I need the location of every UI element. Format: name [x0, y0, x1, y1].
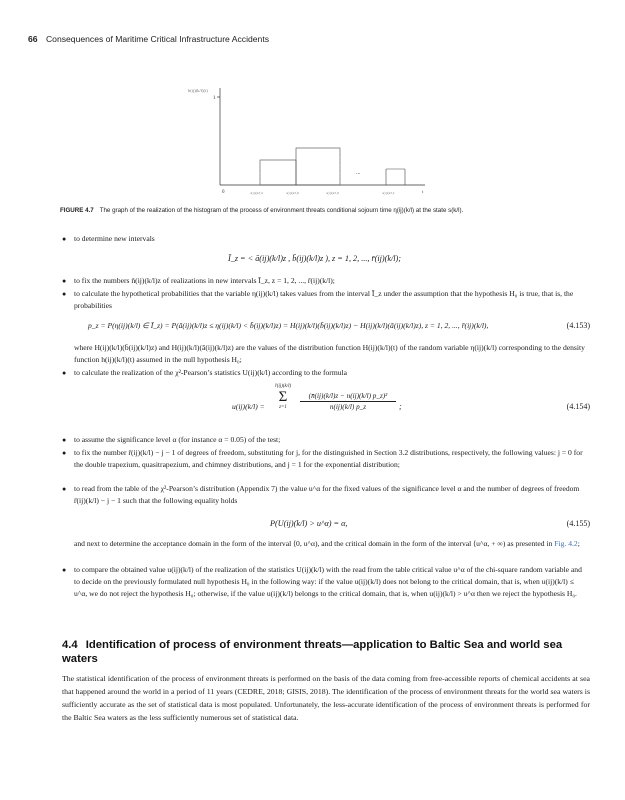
- statistic-end: ;: [399, 402, 402, 411]
- figure-caption: [60, 207, 600, 214]
- statistic-fraction: [300, 392, 396, 411]
- sum-upper-limit: r̄(ij)(k/l): [274, 384, 292, 389]
- sum-operator: [268, 384, 298, 410]
- caption-text: The graph of the realization of the histogram of the process of environment threats conditional sojourn time η(ij)(k/l) at the state s(k/l).: [99, 207, 464, 214]
- after-text-body: and next to determine the acceptance domain in the form of the interval ⟨0, u^α), and the critical domain in the form of the interval ⟨u^α, + ∞) as presented in: [74, 539, 553, 548]
- caption-label: FIGURE 4.7: [60, 207, 94, 214]
- fraction-denominator: n(ij)(k/l) p_z: [329, 403, 367, 411]
- section-number: 4.4: [62, 639, 78, 651]
- running-title: Consequences of Maritime Critical Infrastructure Accidents: [45, 34, 270, 44]
- histogram-dots: ...: [356, 170, 361, 176]
- body-paragraph: The statistical identification of the process of environment threats is performed on the basis of the data coming from free-accessible reports of chemical accidents at sea that happened around the world in a period of 11 years (CEDRE, 2018; GISIS, 2018). The identification of the process of environment threats for the world sea waters is sufficiently accurate as the set of statistical data is most populated. Unfortunately, the less-accurate identification of the process of environment threats is performed for the Baltic Sea waters as the less sufficiently numerous set of statistical data.: [62, 674, 590, 722]
- fraction-numerator: (n̄(ij)(k/l)z − n(ij)(k/l) p_z)²: [308, 392, 388, 400]
- section-title: Identification of process of environment threats—application to Baltic Sea and world sea waters: [62, 639, 563, 665]
- equation-number: (4.153): [566, 321, 590, 330]
- x-axis-t-label: t: [422, 189, 424, 194]
- bullet-marker: ●: [62, 290, 67, 298]
- fraction-bar: [300, 401, 396, 402]
- bullet-item: to read from the table of the χ²-Pearson’s distribution (Appendix 7) the value u^α for the fixed values of the significance level α and the number of degrees of freedom r̄(ij)(k/l) − j − 1 such that the following equality holds: [74, 484, 580, 505]
- bullet-item: to compare the obtained value u(ij)(k/l) of the realization of the statistics U(ij)(k/l) with the read from the table critical value u^α of the chi-square random variable and to decide on the previously formulated null hypothesis H₀ in the following way: if the value u(ij)(k/l) does not belong to the critical domain, that is, when u(ij)(k/l) ≤ u^α, we do not reject the hypothesis H₀; otherwise, if the value u(ij)(k/l) belongs to the critical domain, that is, when u(ij)(k/l) > u^α then we reject the hypothesis H₀.: [74, 565, 582, 598]
- after-text-end: ;: [577, 539, 580, 548]
- equation-intervals: Ī_z = < ā(ij)(k/l)z , b̄(ij)(k/l)z ), z = 1, 2, ..., r̄(ij)(k/l);: [228, 254, 402, 263]
- page-number: 66: [28, 34, 38, 44]
- equation-number: (4.155): [566, 519, 590, 528]
- after-text: [74, 538, 588, 550]
- histogram-bar-2: [296, 148, 340, 185]
- x-tick-label-2: a(ij)(k/l)2: [286, 191, 300, 195]
- bullet-marker: ●: [62, 449, 67, 457]
- histogram-figure: [150, 80, 450, 200]
- x-tick-label-3: a(ij)(k/l)3: [326, 191, 340, 195]
- bullet-marker: ●: [62, 235, 67, 243]
- bullet-item: to fix the numbers n̄(ij)(k/l)z of realizations in new intervals Ī_z, z = 1, 2, ..., r̄(ij)(k/l);: [74, 276, 335, 285]
- bullet-marker: ●: [62, 436, 67, 444]
- y-tick-label: 1: [213, 96, 216, 101]
- equation-probability: p_z = P(η(ij)(k/l) ∈ Ī_z) = P(ā(ij)(k/l)z ≤ η(ij)(k/l) < b̄(ij)(k/l)z) = H(ij)(k/l)(b̄(ij)(k/l)z) − H(ij)(k/l)(ā(ij)(k/l)z), z = 1, 2, ..., r̄(ij)(k/l),: [88, 321, 489, 330]
- bullet-item: to fix the number r̄(ij)(k/l) − j − 1 of degrees of freedom, substituting for j, for the distinguished in Section 3.2 distributions, respectively, the following values: j = 0 for the double trapezium, quasitrapezium, and chimney distributions, and j = 1 for the exponential distribution;: [74, 448, 583, 469]
- histogram-bars: [260, 148, 405, 185]
- y-axis-label: h(ij)(k/l)(t): [188, 88, 208, 93]
- bullet-marker: ●: [62, 277, 67, 285]
- x-tick-label-1: a(ij)(k/l)1: [250, 191, 264, 195]
- bullet-item: to determine new intervals: [74, 234, 155, 243]
- histogram-bar-1: [260, 160, 296, 185]
- figure-reference-link[interactable]: Fig. 4.2: [554, 539, 578, 548]
- x-tick-label-4: a(ij)(k/l)r: [382, 191, 395, 195]
- origin-label: 0: [222, 190, 225, 195]
- equation-equality: P(U(ij)(k/l) > u^α) = α,: [270, 519, 348, 528]
- bullet-marker: ●: [62, 485, 67, 493]
- bullet-marker: ●: [62, 566, 67, 574]
- bullet-item: to calculate the hypothetical probabilities that the variable η(ij)(k/l) takes values from the interval Ī_z under the assumption that the hypothesis H₀ is true, that is, the probabilities: [74, 289, 574, 310]
- where-text: where H(ij)(k/l)(b̄(ij)(k/l)z) and H(ij)(k/l)(ā(ij)(k/l)z) are the values of the distribution function H(ij)(k/l)(t) of the random variable η(ij)(k/l) corresponding to the density function h(ij)(k/l)(t) assumed in the null hypothesis H₀;: [74, 343, 585, 364]
- bullet-marker: ●: [62, 369, 67, 377]
- sum-symbol: Σ: [278, 389, 288, 405]
- running-header: [28, 34, 269, 44]
- bullet-item: to assume the significance level α (for instance α = 0.05) of the test;: [74, 435, 281, 444]
- sum-lower-limit: z=1: [279, 405, 287, 410]
- section-heading: [62, 638, 582, 666]
- statistic-lhs: u(ij)(k/l) =: [232, 402, 265, 411]
- equation-number: (4.154): [566, 402, 590, 411]
- bullet-item: to calculate the realization of the χ²-Pearson’s statistics U(ij)(k/l) according to the formula: [74, 368, 348, 377]
